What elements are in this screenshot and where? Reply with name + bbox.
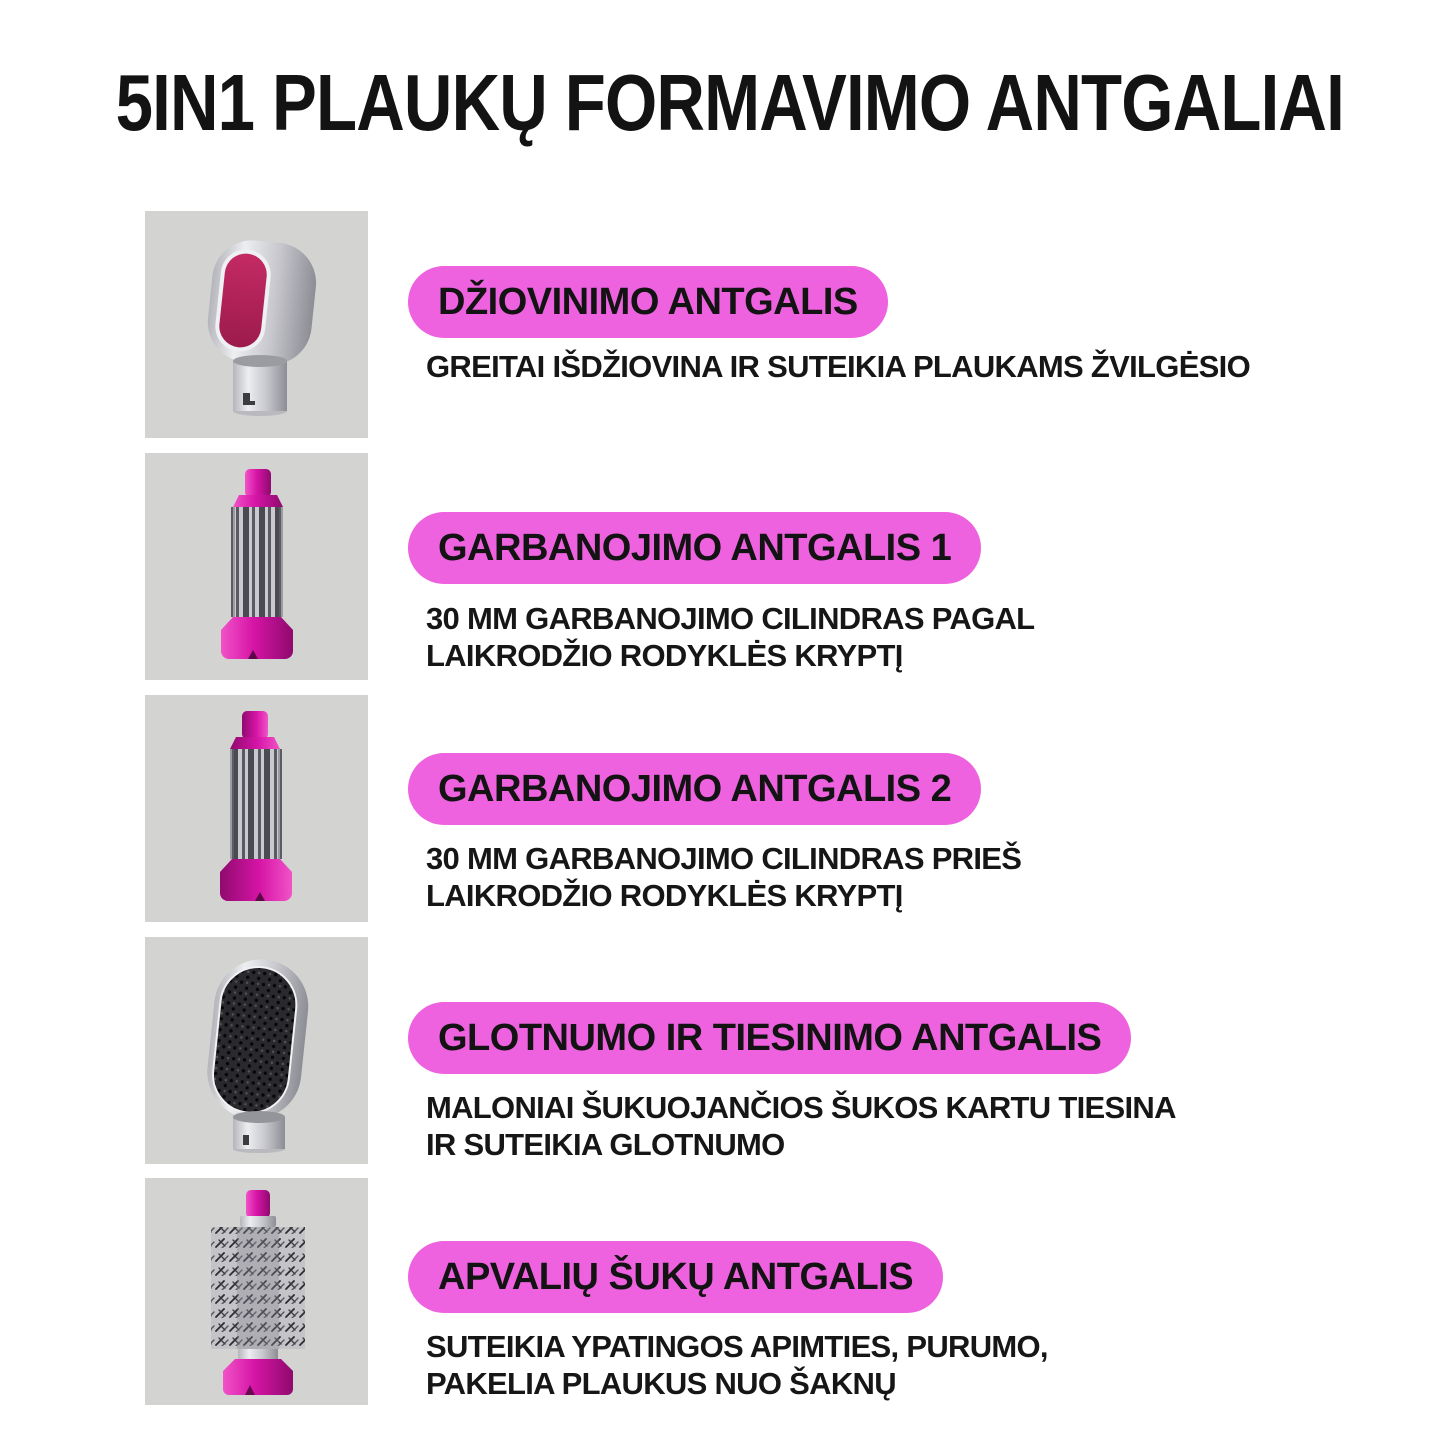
page-title: 5IN1 PLAUKŲ FORMAVIMO ANTGALIAI — [115, 58, 1344, 147]
description-line: MALONIAI ŠUKUOJANČIOS ŠUKOS KARTU TIESINA — [426, 1090, 1176, 1125]
smoothing-brush-image — [145, 937, 368, 1164]
badge-label: GARBANOJIMO ANTGALIS 2 — [438, 768, 952, 810]
badge-garbanojimo-antgalis-2 — [408, 753, 981, 825]
badge-garbanojimo-antgalis-1 — [408, 512, 981, 584]
description-garbanojimo-2 — [426, 840, 1021, 914]
product-tile-smoothing-brush — [145, 937, 368, 1164]
description-line: 30 MM GARBANOJIMO CILINDRAS PRIEŠ — [426, 841, 1022, 876]
badge-label: GARBANOJIMO ANTGALIS 1 — [438, 527, 952, 569]
description-garbanojimo-1 — [426, 600, 1034, 674]
description-line: 30 MM GARBANOJIMO CILINDRAS PAGAL — [426, 601, 1035, 636]
description-line: SUTEIKIA YPATINGOS APIMTIES, PURUMO, — [426, 1329, 1048, 1364]
description-dziovinimo — [426, 348, 1250, 385]
product-tile-dryer-nozzle — [145, 211, 368, 438]
description-line: GREITAI IŠDŽIOVINA IR SUTEIKIA PLAUKAMS ŽVILGĖSIO — [426, 349, 1250, 384]
badge-label: DŽIOVINIMO ANTGALIS — [438, 281, 858, 323]
product-tile-curling-barrel-2 — [145, 695, 368, 922]
badge-apvaliu-suku-antgalis — [408, 1241, 943, 1313]
badge-glotnumo-antgalis — [408, 1002, 1131, 1074]
description-line: PAKELIA PLAUKUS NUO ŠAKNŲ — [426, 1366, 896, 1401]
badge-label: APVALIŲ ŠUKŲ ANTGALIS — [438, 1256, 914, 1298]
round-brush-image — [145, 1178, 368, 1405]
description-line: IR SUTEIKIA GLOTNUMO — [426, 1127, 785, 1162]
curling-barrel-2-image — [145, 695, 368, 922]
badge-label: GLOTNUMO IR TIESINIMO ANTGALIS — [438, 1017, 1102, 1059]
product-tile-round-brush — [145, 1178, 368, 1405]
curling-barrel-1-image — [145, 453, 368, 680]
description-glotnumo — [426, 1089, 1176, 1163]
dryer-nozzle-image — [145, 211, 368, 438]
description-line: LAIKRODŽIO RODYKLĖS KRYPTĮ — [426, 878, 903, 913]
description-apvaliu-suku — [426, 1328, 1048, 1402]
badge-dziovinimo-antgalis — [408, 266, 888, 338]
description-line: LAIKRODŽIO RODYKLĖS KRYPTĮ — [426, 638, 903, 673]
product-tile-curling-barrel-1 — [145, 453, 368, 680]
